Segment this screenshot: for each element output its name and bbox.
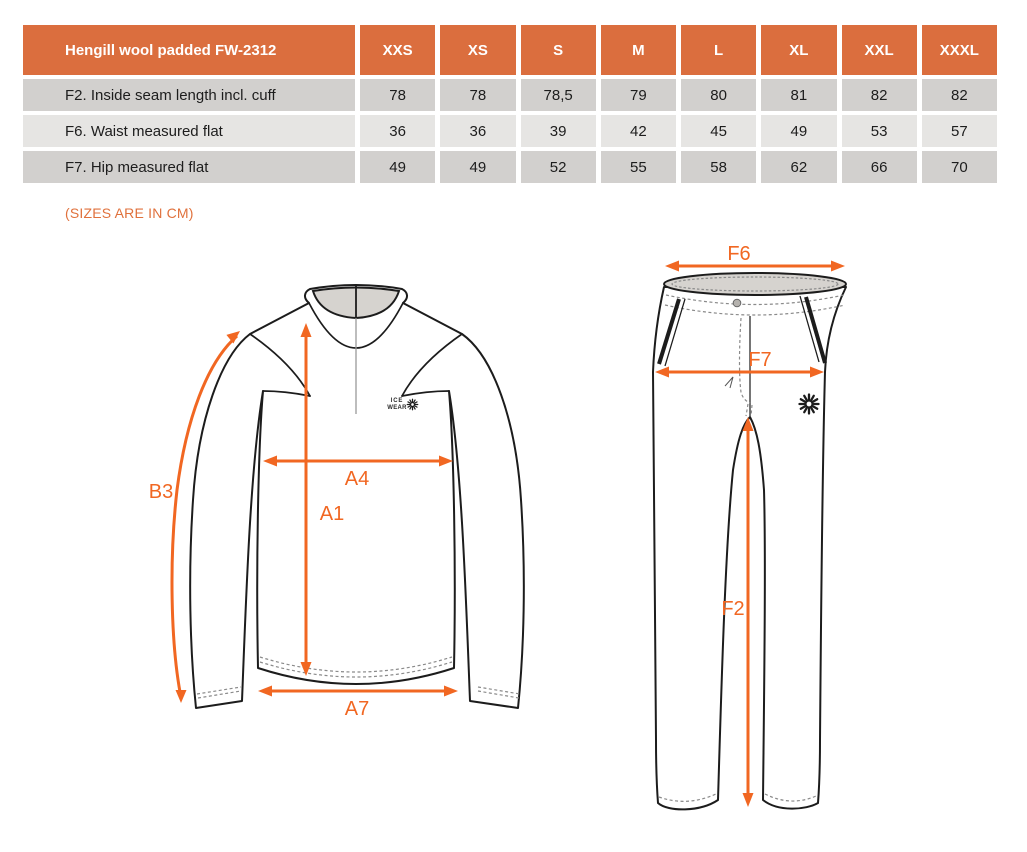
f7-value-xs: 49 xyxy=(440,151,515,183)
row-label-f7: F7. Hip measured flat xyxy=(23,151,355,183)
f2-value-xxxl: 82 xyxy=(922,79,997,111)
f7-value-xxxl: 70 xyxy=(922,151,997,183)
arrowhead-b3-top xyxy=(226,331,240,344)
col-header-m: M xyxy=(601,25,676,75)
f7-value-l: 58 xyxy=(681,151,756,183)
arrowhead-f6-right xyxy=(831,261,845,272)
f2-value-m: 79 xyxy=(601,79,676,111)
col-header-xs: XS xyxy=(440,25,515,75)
row-label-f6: F6. Waist measured flat xyxy=(23,115,355,147)
arrowhead-f2-bottom xyxy=(743,793,754,807)
col-header-l: L xyxy=(681,25,756,75)
label-f7: F7 xyxy=(748,349,772,371)
f6-value-s: 39 xyxy=(521,115,596,147)
col-header-xxl: XXL xyxy=(842,25,917,75)
label-f6: F6 xyxy=(727,243,751,265)
f6-value-xl: 49 xyxy=(761,115,836,147)
f7-value-s: 52 xyxy=(521,151,596,183)
sizes-unit-note: (SIZES ARE IN CM) xyxy=(65,205,194,221)
label-b3: B3 xyxy=(148,481,174,503)
f7-value-xl: 62 xyxy=(761,151,836,183)
f6-value-l: 45 xyxy=(681,115,756,147)
arrowhead-a7-right xyxy=(444,686,458,697)
row-label-f2: F2. Inside seam length incl. cuff xyxy=(23,79,355,111)
f6-value-xxs: 36 xyxy=(360,115,435,147)
f2-value-xl: 81 xyxy=(761,79,836,111)
f6-value-xxxl: 57 xyxy=(922,115,997,147)
f2-value-xxl: 82 xyxy=(842,79,917,111)
label-a7: A7 xyxy=(344,698,370,720)
sweater-diagram xyxy=(190,285,524,708)
f7-value-xxl: 66 xyxy=(842,151,917,183)
logo-line2: WEAR xyxy=(387,405,407,411)
arrowhead-a7-left xyxy=(258,686,272,697)
f2-value-xs: 78 xyxy=(440,79,515,111)
f7-value-xxs: 49 xyxy=(360,151,435,183)
arrowhead-f6-left xyxy=(665,261,679,272)
col-header-xl: XL xyxy=(761,25,836,75)
waist-opening xyxy=(664,273,846,295)
waist-button xyxy=(733,299,741,307)
arrowhead-b3-bottom xyxy=(176,690,187,703)
f2-value-s: 78,5 xyxy=(521,79,596,111)
col-header-xxs: XXS xyxy=(360,25,435,75)
f6-value-m: 42 xyxy=(601,115,676,147)
table-title: Hengill wool padded FW-2312 xyxy=(23,25,355,75)
f2-value-l: 80 xyxy=(681,79,756,111)
logo-line1: ICE xyxy=(390,398,404,404)
f7-value-m: 55 xyxy=(601,151,676,183)
f6-value-xxl: 53 xyxy=(842,115,917,147)
col-header-xxxl: XXXL xyxy=(922,25,997,75)
label-f2: F2 xyxy=(721,598,745,620)
label-a4: A4 xyxy=(344,468,370,490)
f6-value-xs: 36 xyxy=(440,115,515,147)
f2-value-xxs: 78 xyxy=(360,79,435,111)
col-header-s: S xyxy=(521,25,596,75)
label-a1: A1 xyxy=(319,503,345,525)
